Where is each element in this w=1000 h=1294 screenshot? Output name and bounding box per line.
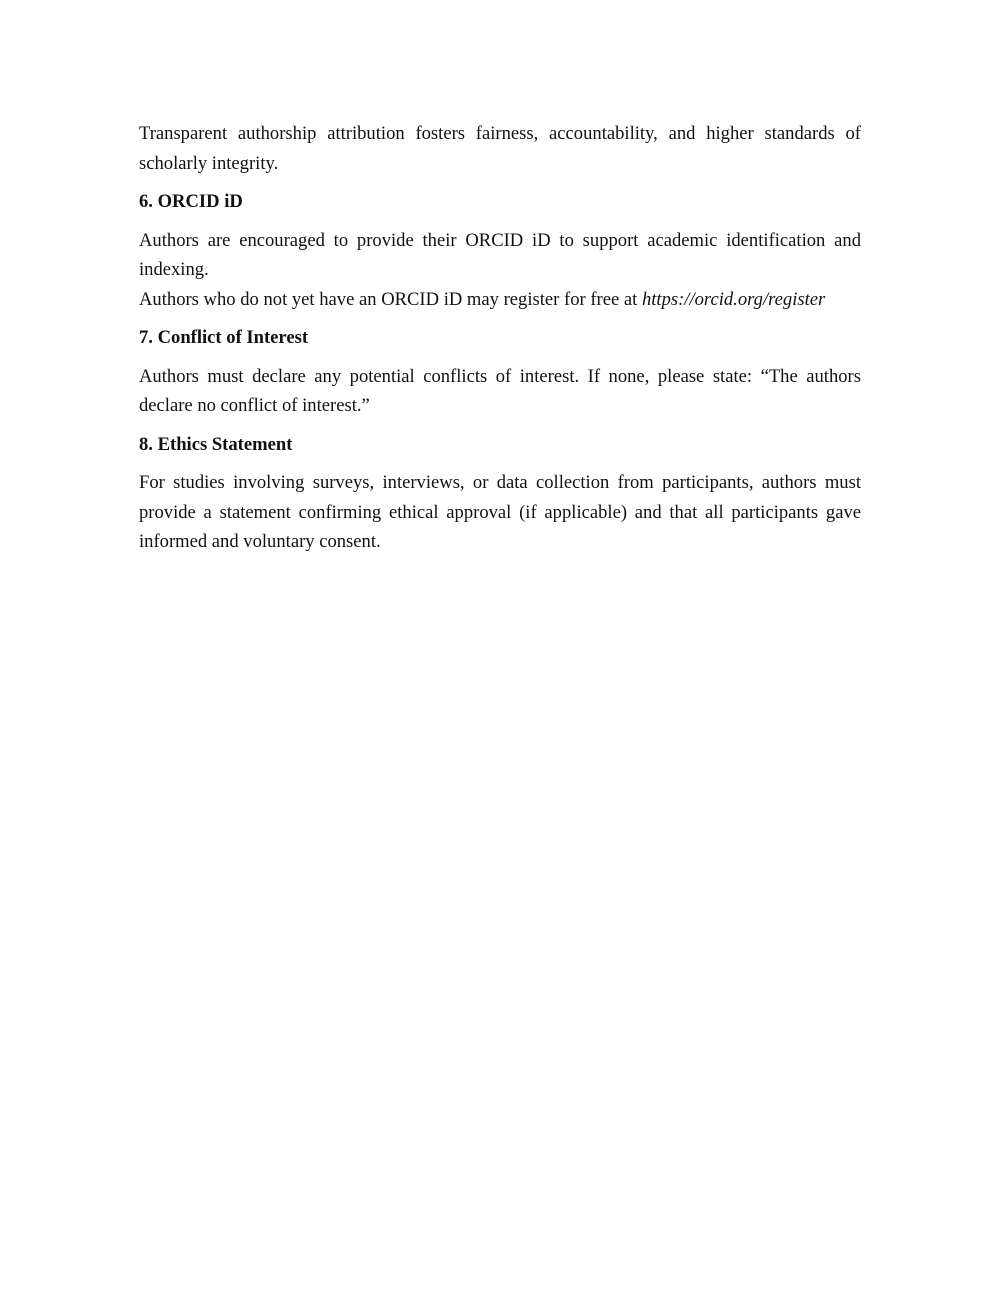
ethics-statement-heading: 8. Ethics Statement xyxy=(139,433,293,455)
document-page xyxy=(139,119,861,557)
orcid-paragraph-encouraged: Authors are encouraged to provide their ORCID iD to support academic identification and indexing. xyxy=(139,229,861,280)
conflict-of-interest-heading: 7. Conflict of Interest xyxy=(139,327,309,348)
conflict-of-interest-paragraph: Authors must declare any potential conflicts of interest. If none, please state: “The authors declare no conflict of interest.” xyxy=(139,365,861,416)
orcid-paragraph-register xyxy=(139,285,861,315)
ethics-statement-paragraph: For studies involving surveys, interviews, or data collection from participants, authors must provide a statement confirming ethical approval (if applicable) and that all participants gave informed and voluntary consent. xyxy=(139,472,861,552)
orcid-heading: 6. ORCID iD xyxy=(139,191,243,212)
orcid-register-link[interactable]: https://orcid.org/register xyxy=(641,288,826,310)
intro-paragraph: Transparent authorship attribution fosters fairness, accountability, and higher standards of scholarly integrity. xyxy=(139,123,861,174)
orcid-register-text: Authors who do not yet have an ORCID iD may register for free at xyxy=(139,288,642,310)
